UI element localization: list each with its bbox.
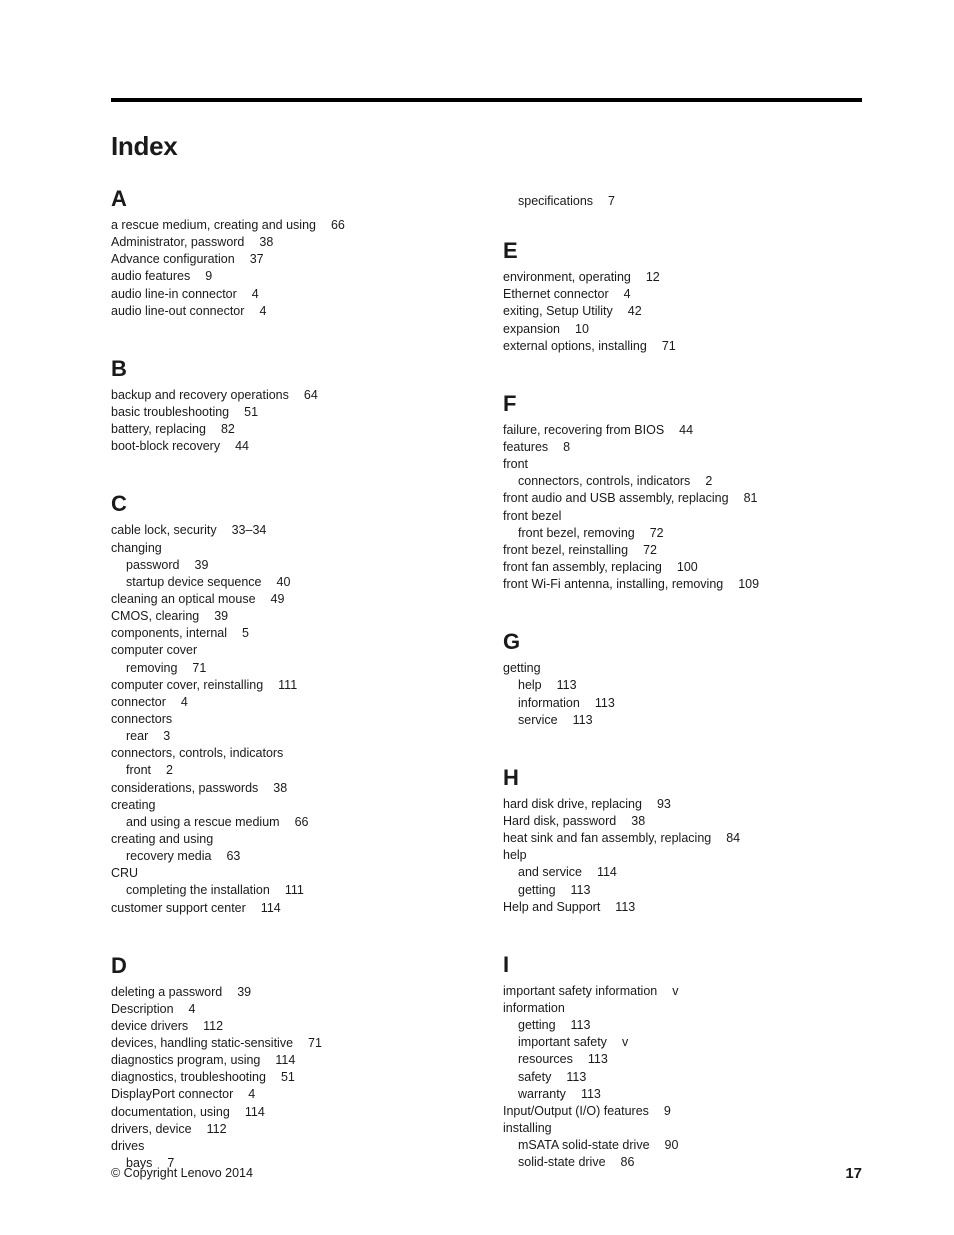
entry-page: 113 xyxy=(615,899,636,914)
entry-page: 4 xyxy=(248,1087,256,1102)
entry-term: rear xyxy=(126,729,149,744)
index-subentry xyxy=(111,814,471,831)
entry-term: startup device sequence xyxy=(126,574,262,589)
entry-page: 113 xyxy=(556,678,577,693)
entry-term: front bezel xyxy=(503,508,562,523)
entry-page: 112 xyxy=(203,1018,224,1033)
entry-term: environment, operating xyxy=(503,270,631,285)
index-entry xyxy=(111,421,471,438)
index-entry xyxy=(503,508,863,525)
index-subentry xyxy=(111,882,471,899)
entry-term: computer cover, reinstalling xyxy=(111,677,264,692)
entry-page: 4 xyxy=(188,1001,196,1016)
entry-page: v xyxy=(621,1035,629,1050)
index-entry xyxy=(503,542,863,559)
entry-term: Ethernet connector xyxy=(503,287,609,302)
entry-term: help xyxy=(518,678,542,693)
entry-term: Administrator, password xyxy=(111,235,245,250)
entry-term: recovery media xyxy=(126,849,212,864)
index-entry xyxy=(111,900,471,917)
entry-term: backup and recovery operations xyxy=(111,387,289,402)
index-entry xyxy=(503,899,863,916)
entry-term: installing xyxy=(503,1120,552,1135)
entry-term: considerations, passwords xyxy=(111,780,259,795)
entry-term: cleaning an optical mouse xyxy=(111,591,256,606)
entry-term: basic troubleshooting xyxy=(111,404,230,419)
index-entry xyxy=(503,338,863,355)
entry-page: 81 xyxy=(743,491,758,506)
entry-page: 33–34 xyxy=(231,523,267,538)
entry-term: getting xyxy=(503,661,541,676)
entry-term: completing the installation xyxy=(126,883,270,898)
entry-page: 39 xyxy=(214,609,229,624)
section-gap xyxy=(503,729,863,765)
index-entry xyxy=(111,1138,471,1155)
index-entry xyxy=(111,286,471,303)
entry-page: 86 xyxy=(620,1155,635,1170)
index-entry-continuation xyxy=(503,193,863,210)
index-entry xyxy=(503,847,863,864)
index-entry xyxy=(111,780,471,797)
index-entry xyxy=(111,591,471,608)
index-section-d xyxy=(111,953,471,1173)
entry-page: 4 xyxy=(180,694,188,709)
index-subentry xyxy=(503,1137,863,1154)
entry-term: getting xyxy=(518,1018,556,1033)
entry-page: 84 xyxy=(726,831,741,846)
section-gap xyxy=(503,916,863,952)
entry-page: 64 xyxy=(303,387,318,402)
entry-term: failure, recovering from BIOS xyxy=(503,422,665,437)
index-section-i xyxy=(503,952,863,1172)
entry-term: important safety information xyxy=(503,983,658,998)
entry-term: creating and using xyxy=(111,831,214,846)
entry-term: features xyxy=(503,439,549,454)
entry-page: 72 xyxy=(643,542,657,557)
index-subentry xyxy=(111,848,471,865)
entry-page: 93 xyxy=(656,796,671,811)
entry-term: documentation, using xyxy=(111,1104,230,1119)
section-gap xyxy=(503,593,863,629)
entry-term: DisplayPort connector xyxy=(111,1087,234,1102)
index-entry xyxy=(111,251,471,268)
entry-page: 113 xyxy=(566,1069,587,1084)
entry-page: 8 xyxy=(563,439,571,454)
section-letter: H xyxy=(503,764,519,790)
index-subentry xyxy=(111,574,471,591)
index-entry xyxy=(111,1018,471,1035)
index-entry xyxy=(111,797,471,814)
entry-term: a rescue medium, creating and using xyxy=(111,218,316,232)
entry-term: front Wi-Fi antenna, installing, removing xyxy=(503,577,724,592)
entry-term: front audio and USB assembly, replacing xyxy=(503,491,729,506)
index-entry xyxy=(111,745,471,762)
index-section-f xyxy=(503,391,863,593)
entry-page: 39 xyxy=(237,984,252,999)
entry-page: 38 xyxy=(259,235,274,250)
index-entry xyxy=(111,984,471,1001)
section-letter: G xyxy=(503,629,521,655)
index-entry xyxy=(503,321,863,338)
index-entry xyxy=(111,1052,471,1069)
index-subentry xyxy=(503,864,863,881)
entry-term: getting xyxy=(518,882,556,897)
entry-page: 90 xyxy=(664,1138,679,1153)
index-entry xyxy=(111,642,471,659)
index-entry xyxy=(111,404,471,421)
entry-term: password xyxy=(126,557,180,572)
section-letter: I xyxy=(503,951,510,977)
section-gap xyxy=(111,455,471,491)
index-entry xyxy=(503,660,863,677)
entry-page: v xyxy=(672,983,679,998)
index-entry xyxy=(111,1035,471,1052)
entry-page: 72 xyxy=(649,525,664,540)
entry-term: front bezel, reinstalling xyxy=(503,542,629,557)
index-subentry xyxy=(503,473,863,490)
index-entry xyxy=(503,303,863,320)
entry-page: 71 xyxy=(192,660,207,675)
entry-term: Hard disk, password xyxy=(503,813,617,828)
entry-term: changing xyxy=(111,540,162,555)
entry-page: 37 xyxy=(249,252,264,267)
entry-term: information xyxy=(518,695,580,710)
section-letter: A xyxy=(111,186,127,211)
index-entry xyxy=(111,217,471,234)
entry-page: 12 xyxy=(645,270,660,285)
index-subentry xyxy=(503,1154,863,1171)
entry-term: and using a rescue medium xyxy=(126,814,280,829)
entry-term: diagnostics program, using xyxy=(111,1053,261,1068)
section-gap xyxy=(111,320,471,356)
entry-page: 4 xyxy=(251,286,259,301)
index-entry xyxy=(111,1121,471,1138)
entry-page: 2 xyxy=(166,763,173,778)
entry-page: 51 xyxy=(244,404,259,419)
index-entry xyxy=(111,711,471,728)
entry-term: device drivers xyxy=(111,1018,189,1033)
index-entry xyxy=(503,286,863,303)
entry-term: heat sink and fan assembly, replacing xyxy=(503,831,712,846)
index-subentry xyxy=(503,677,863,694)
entry-term: Input/Output (I/O) features xyxy=(503,1103,649,1118)
index-entry xyxy=(111,831,471,848)
entry-page: 114 xyxy=(596,865,617,880)
entry-term: front bezel, removing xyxy=(518,525,635,540)
page-number: 17 xyxy=(845,1165,862,1182)
entry-term: audio features xyxy=(111,269,191,284)
entry-page: 9 xyxy=(205,269,213,284)
entry-page: 113 xyxy=(594,695,615,710)
entry-page: 66 xyxy=(330,218,345,232)
index-entry xyxy=(111,1104,471,1121)
entry-page: 114 xyxy=(275,1053,296,1068)
section-letter: E xyxy=(503,238,518,264)
entry-term: connector xyxy=(111,694,166,709)
entry-term: front fan assembly, replacing xyxy=(503,559,662,574)
entry-page: 114 xyxy=(244,1104,265,1119)
entry-page: 40 xyxy=(276,574,291,589)
entry-page: 9 xyxy=(663,1103,671,1118)
index-column-right xyxy=(503,186,863,1171)
section-letter: C xyxy=(111,491,127,517)
index-entry xyxy=(503,576,863,593)
entry-page: 113 xyxy=(572,712,593,727)
section-letter: F xyxy=(503,390,517,416)
entry-term: computer cover xyxy=(111,643,198,658)
entry-term: devices, handling static-sensitive xyxy=(111,1036,294,1051)
index-entry xyxy=(503,490,863,507)
entry-term: connectors, controls, indicators xyxy=(111,746,284,761)
index-entry xyxy=(503,1103,863,1120)
entry-term: connectors xyxy=(111,711,173,726)
entry-page: 113 xyxy=(580,1086,601,1101)
entry-page: 44 xyxy=(235,439,249,454)
index-entry xyxy=(111,1001,471,1018)
index-section-e xyxy=(503,238,863,355)
index-subentry xyxy=(503,1086,863,1103)
index-entry xyxy=(111,694,471,711)
index-subentry xyxy=(111,557,471,574)
index-entry xyxy=(503,830,863,847)
index-subentry xyxy=(503,695,863,712)
entry-term: boot-block recovery xyxy=(111,439,221,454)
entry-term: solid-state drive xyxy=(518,1155,606,1170)
entry-term: Advance configuration xyxy=(111,252,235,267)
index-entry xyxy=(503,422,863,439)
index-entry xyxy=(111,234,471,251)
index-entry xyxy=(111,387,471,404)
entry-page: 113 xyxy=(570,1018,591,1033)
entry-term: diagnostics, troubleshooting xyxy=(111,1070,266,1085)
entry-page: 111 xyxy=(278,677,298,692)
index-entry xyxy=(111,865,471,882)
index-entry xyxy=(503,1000,863,1017)
index-subentry xyxy=(111,762,471,779)
entry-term: specifications xyxy=(518,194,594,208)
index-entry xyxy=(111,608,471,625)
index-column-left xyxy=(111,186,471,1172)
entry-page: 109 xyxy=(738,577,760,592)
index-subentry xyxy=(503,1017,863,1034)
entry-term: resources xyxy=(518,1052,573,1067)
entry-page: 38 xyxy=(631,813,646,828)
index-subentry xyxy=(111,728,471,745)
index-subentry xyxy=(503,1034,863,1051)
index-entry xyxy=(503,983,863,1000)
section-gap xyxy=(111,917,471,953)
entry-term: CMOS, clearing xyxy=(111,609,200,624)
index-entry xyxy=(503,813,863,830)
index-subentry xyxy=(111,660,471,677)
footer-copyright: © Copyright Lenovo 2014 xyxy=(111,1166,253,1180)
page-title: Index xyxy=(111,131,178,161)
index-entry xyxy=(111,1069,471,1086)
index-entry xyxy=(503,559,863,576)
entry-term: removing xyxy=(126,660,178,675)
index-subentry xyxy=(503,525,863,542)
entry-term: audio line-out connector xyxy=(111,303,245,318)
entry-page: 38 xyxy=(273,780,288,795)
entry-term: and service xyxy=(518,865,582,880)
index-entry xyxy=(111,438,471,455)
entry-term: information xyxy=(503,1000,565,1015)
section-gap xyxy=(503,355,863,391)
entry-term: bays xyxy=(126,1156,153,1171)
index-entry xyxy=(111,522,471,539)
entry-term: safety xyxy=(518,1069,552,1084)
section-letter: B xyxy=(111,355,127,381)
index-entry xyxy=(111,540,471,557)
entry-term: customer support center xyxy=(111,900,246,915)
index-entry xyxy=(503,456,863,473)
entry-page: 114 xyxy=(260,900,281,915)
entry-page: 49 xyxy=(270,591,285,606)
index-subentry xyxy=(503,712,863,729)
index-entry xyxy=(111,268,471,285)
entry-term: creating xyxy=(111,797,156,812)
entry-term: external options, installing xyxy=(503,338,647,353)
entry-page: 66 xyxy=(294,814,309,829)
entry-term: service xyxy=(518,712,558,727)
entry-page: 113 xyxy=(587,1052,608,1067)
entry-term: important safety xyxy=(518,1035,607,1050)
entry-page: 7 xyxy=(167,1156,175,1171)
index-section-c xyxy=(111,491,471,916)
entry-term: hard disk drive, replacing xyxy=(503,796,642,811)
entry-term: cable lock, security xyxy=(111,523,217,538)
entry-term: front xyxy=(126,763,152,778)
entry-term: Description xyxy=(111,1001,174,1016)
entry-page: 42 xyxy=(627,304,642,319)
entry-page: 111 xyxy=(284,883,304,898)
index-entry xyxy=(111,1086,471,1103)
entry-term: connectors, controls, indicators xyxy=(518,474,691,489)
entry-page: 7 xyxy=(608,194,615,208)
entry-page: 4 xyxy=(623,287,631,302)
index-entry xyxy=(503,269,863,286)
entry-term: front xyxy=(503,457,529,472)
index-entry xyxy=(503,1120,863,1137)
entry-page: 113 xyxy=(570,882,591,897)
entry-term: help xyxy=(503,848,527,863)
entry-page: 51 xyxy=(280,1070,295,1085)
entry-term: battery, replacing xyxy=(111,422,206,437)
entry-page: 44 xyxy=(679,422,694,437)
index-section-h xyxy=(503,765,863,916)
index-entry xyxy=(503,439,863,456)
entry-term: deleting a password xyxy=(111,984,223,999)
entry-term: audio line-in connector xyxy=(111,286,237,301)
entry-page: 100 xyxy=(676,559,698,574)
entry-page: 71 xyxy=(661,338,676,353)
header-rule xyxy=(111,98,862,102)
index-entry xyxy=(111,303,471,320)
entry-page: 63 xyxy=(226,849,241,864)
entry-term: drivers, device xyxy=(111,1121,192,1136)
entry-term: warranty xyxy=(518,1086,566,1101)
entry-term: exiting, Setup Utility xyxy=(503,304,613,319)
entry-page: 4 xyxy=(259,303,267,318)
entry-page: 2 xyxy=(705,474,713,489)
entry-term: Help and Support xyxy=(503,899,601,914)
entry-page: 10 xyxy=(575,321,589,336)
entry-page: 3 xyxy=(163,729,171,744)
entry-term: CRU xyxy=(111,866,139,881)
entry-page: 71 xyxy=(308,1036,322,1051)
index-entry xyxy=(503,796,863,813)
entry-term: mSATA solid-state drive xyxy=(518,1138,650,1153)
index-section-g xyxy=(503,629,863,729)
entry-page: 5 xyxy=(242,626,249,641)
index-subentry xyxy=(503,1069,863,1086)
index-subentry xyxy=(503,882,863,899)
section-letter: D xyxy=(111,952,127,978)
entry-term: expansion xyxy=(503,321,560,336)
index-entry xyxy=(111,625,471,642)
entry-term: drives xyxy=(111,1138,145,1153)
entry-page: 112 xyxy=(206,1121,227,1136)
index-section-b xyxy=(111,356,471,456)
index-subentry xyxy=(503,1051,863,1068)
index-section-a xyxy=(111,186,471,320)
entry-term: components, internal xyxy=(111,626,228,641)
index-entry xyxy=(111,677,471,694)
entry-page: 39 xyxy=(194,557,209,572)
entry-page: 82 xyxy=(220,422,235,437)
